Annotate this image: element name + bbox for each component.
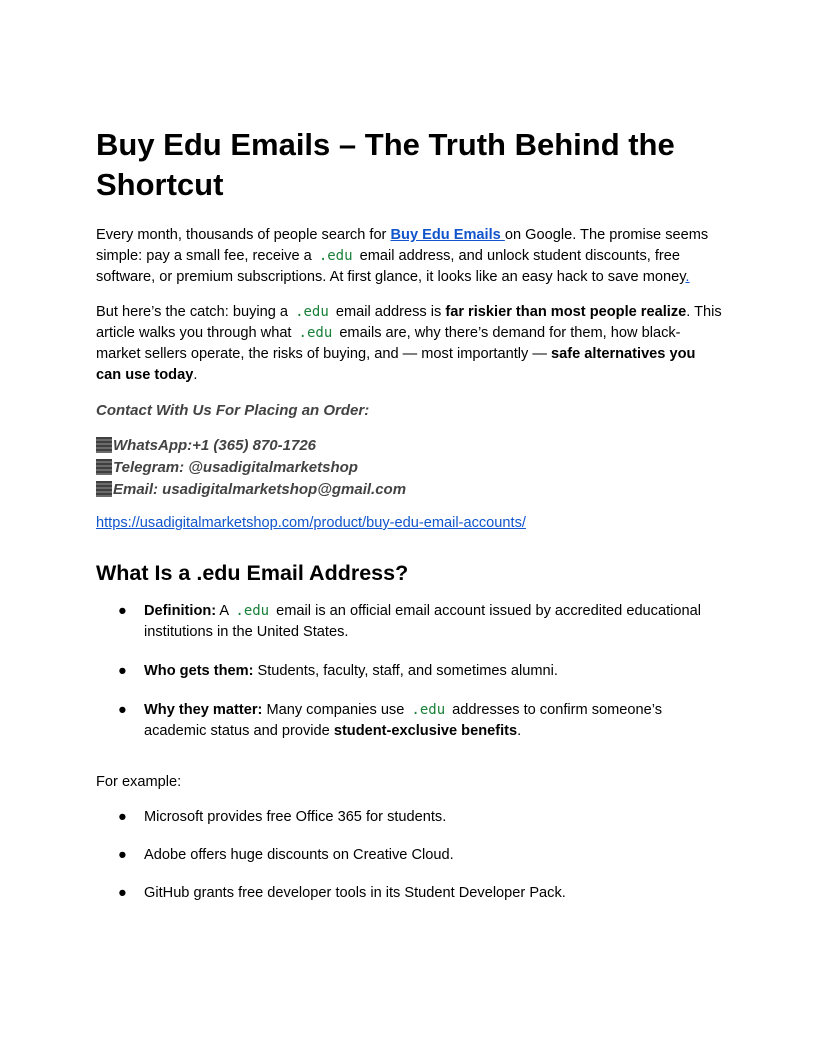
bullet-label: Why they matter: [144,702,263,718]
product-url-link[interactable]: https://usadigitalmarketshop.com/product/buy-edu-email-accounts/ [96,515,526,531]
edu-code: .edu [318,248,353,264]
intro-text-3: email address, and unlock student discounts, free software, or premium subscriptions. At first glance, it looks like an easy hack to save money [96,248,686,285]
box-icon [96,437,112,453]
url-line [96,513,724,534]
edu-code: .edu [298,325,333,341]
catch-text-5: . [193,367,198,383]
bullet-label: Who gets them: [144,663,254,679]
section-heading: What Is a .edu Email Address? [96,561,409,585]
list-item [96,883,724,904]
contact-block [96,435,724,501]
example-text: Microsoft provides free Office 365 for students. [144,809,447,825]
catch-text-2: email address is [331,304,446,320]
edu-code: .edu [295,304,329,320]
bullet-bold: student-exclusive benefits [333,723,518,739]
catch-bold-2: safe alternatives you can use today [96,346,696,383]
catch-text-1: But here’s the catch: buying a [96,304,293,320]
whatsapp-line [96,435,724,457]
list-item [96,601,724,643]
list-item [96,845,724,866]
bullet-text: Students, faculty, staff, and sometimes alumni. [253,663,558,679]
edu-code: .edu [235,603,270,619]
contact-heading: Contact With Us For Placing an Order: [96,402,370,419]
email-line [96,479,724,501]
intro-paragraph [96,225,724,288]
page-title: Buy Edu Emails – The Truth Behind the Shortcut [96,127,675,202]
bullet-dot: ● [118,663,127,679]
bullet-text: addresses to confirm someone’s academic status and provide [144,702,663,739]
email-text: Email: usadigitalmarketshop@gmail.com [113,481,407,498]
bullet-dot: ● [118,809,127,825]
intro-text-2: on Google. The promise seems simple: pay a small fee, receive a [96,227,709,264]
intro-text: Every month, thousands of people search for [96,227,391,243]
document-page [96,125,724,921]
box-icon [96,459,112,475]
box-icon [96,481,112,497]
bullet-dot: ● [118,847,127,863]
bullet-dot: ● [118,603,127,619]
list-item [96,807,724,828]
catch-text-4: emails are, why there’s demand for them, how black-market sellers operate, the risks of buying, and — most importantly — [96,325,681,362]
catch-paragraph [96,302,724,386]
examples-list [96,807,724,904]
list-item [96,661,724,682]
bullet-dot: ● [118,702,127,718]
telegram-line [96,457,724,479]
edu-code: .edu [411,702,446,718]
bullet-dot: ● [118,885,127,901]
definition-list [96,601,724,742]
bullet-text: . [517,723,522,739]
catch-text-3: . This article walks you through what [96,304,722,341]
catch-bold-1: far riskier than most people realize [445,304,687,320]
bullet-text: Many companies use [262,702,409,718]
bullet-text: A [216,603,233,619]
bullet-text: email is an official email account issued by accredited educational institutions in the United States. [144,603,701,640]
example-text: GitHub grants free developer tools in its Student Developer Pack. [144,885,566,901]
for-example-text: For example: [96,774,182,790]
example-text: Adobe offers huge discounts on Creative Cloud. [144,847,454,863]
telegram-text: Telegram: @usadigitalmarketshop [113,459,358,476]
list-item [96,700,724,742]
whatsapp-text: WhatsApp:+1 (365) 870-1726 [113,437,316,454]
period-link[interactable]: . [685,269,690,285]
buy-edu-emails-link[interactable]: Buy Edu Emails [390,227,505,243]
bullet-label: Definition: [144,603,217,619]
